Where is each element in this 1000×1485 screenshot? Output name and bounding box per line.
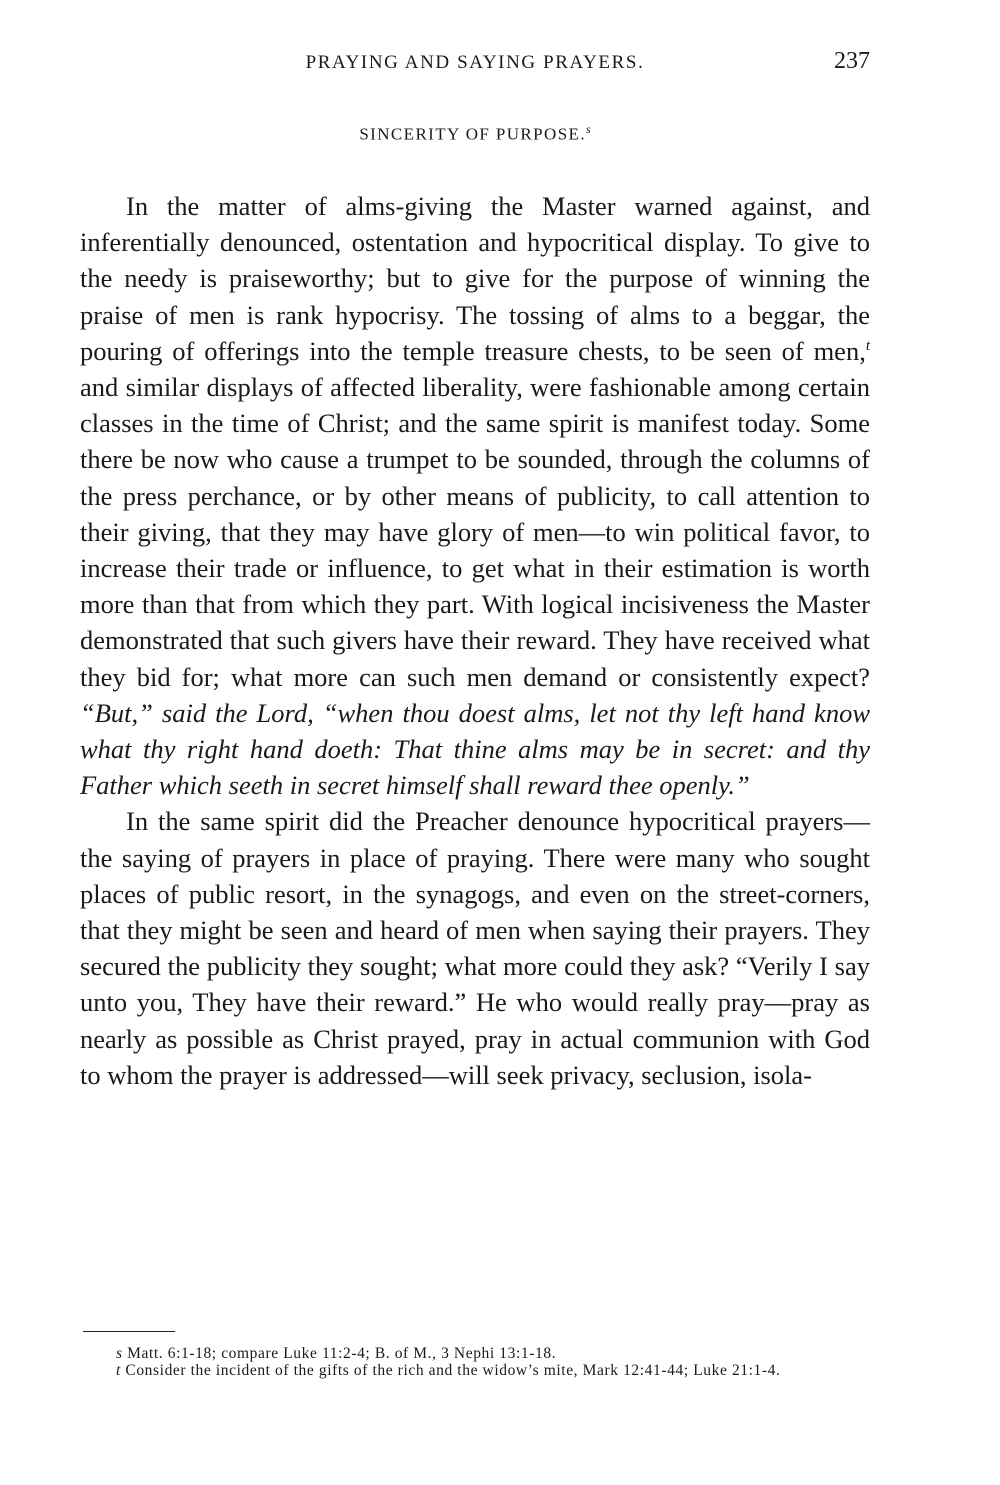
paragraph-alms-giving [80,188,870,803]
section-heading [80,122,870,145]
footnote-t-text: Consider the incident of the gifts of the rich and the widow’s mite, Mark 12:41-44; Luke 21:1-4. [120,1362,781,1379]
running-head [80,48,870,78]
paragraph-hypocritical-prayers [80,803,870,1093]
footnote-t [80,1362,870,1379]
footnote-s-text: Matt. 6:1-18; compare Luke 11:2-4; B. of M., 3 Nephi 13:1-18. [122,1345,557,1362]
section-heading-text: SINCERITY OF PURPOSE. [359,124,586,144]
footnote-s [80,1345,870,1362]
scripture-quotation: “But,” said the Lord, “when thou doest alms, let not thy left hand know what thy right hand doeth: That thine alms may be in secret: and thy Father which seeth in secret himself shall reward thee openly.” [80,697,870,801]
footnote-mark-s: s [116,1345,123,1362]
paragraph-1-text-continued: and similar displays of affected liberality, were fashionable among certain classes in the time of Christ; and the same spirit is manifest today. Some there be now who cause a trumpet to be sounded, through the columns of the press perchance, or by other means of publicity, to call attention to their giving, that they may have glory of men—to win political favor, to increase their trade or influence, to get what in their estimation is worth more than that from which they part. With logical incisiveness the Master demonstrated that such givers have their reward. They have received what they bid for; what more can such men demand or consistently expect? [80,372,870,692]
footnote-mark-t: t [116,1362,121,1379]
footnote-ref-t: t [865,337,870,354]
footnotes [80,1345,870,1379]
paragraph-1-text: In the matter of alms-giving the Master warned against, and inferentially denounced, ostentation and hypocritical display. To give to the needy is praiseworthy; but to give for the purpose of winning the praise of men is rank hypocrisy. The tossing of alms to a beggar, the pouring of offerings into the temple treasure chests, to be seen of men, [80,191,870,366]
paragraph-2-text: In the same spirit did the Preacher denounce hypocritical prayers—the saying of prayers in place of praying. There were many who sought places of public resort, in the synagogs, and even on the street-corners, that they might be seen and heard of men when saying their prayers. They secured the publicity they sought; what more could they ask? “Verily I say unto you, They have their reward.” He who would really pray—pray as nearly as possible as Christ prayed, pray in actual communion with God to whom the prayer is addressed—will seek privacy, seclusion, isola- [80,806,870,1090]
footnote-divider [83,1331,175,1332]
running-title: PRAYING AND SAYING PRAYERS. [305,52,645,73]
page-number: 237 [834,48,870,74]
body-text [80,188,870,1093]
section-footnote-ref: s [586,122,591,136]
